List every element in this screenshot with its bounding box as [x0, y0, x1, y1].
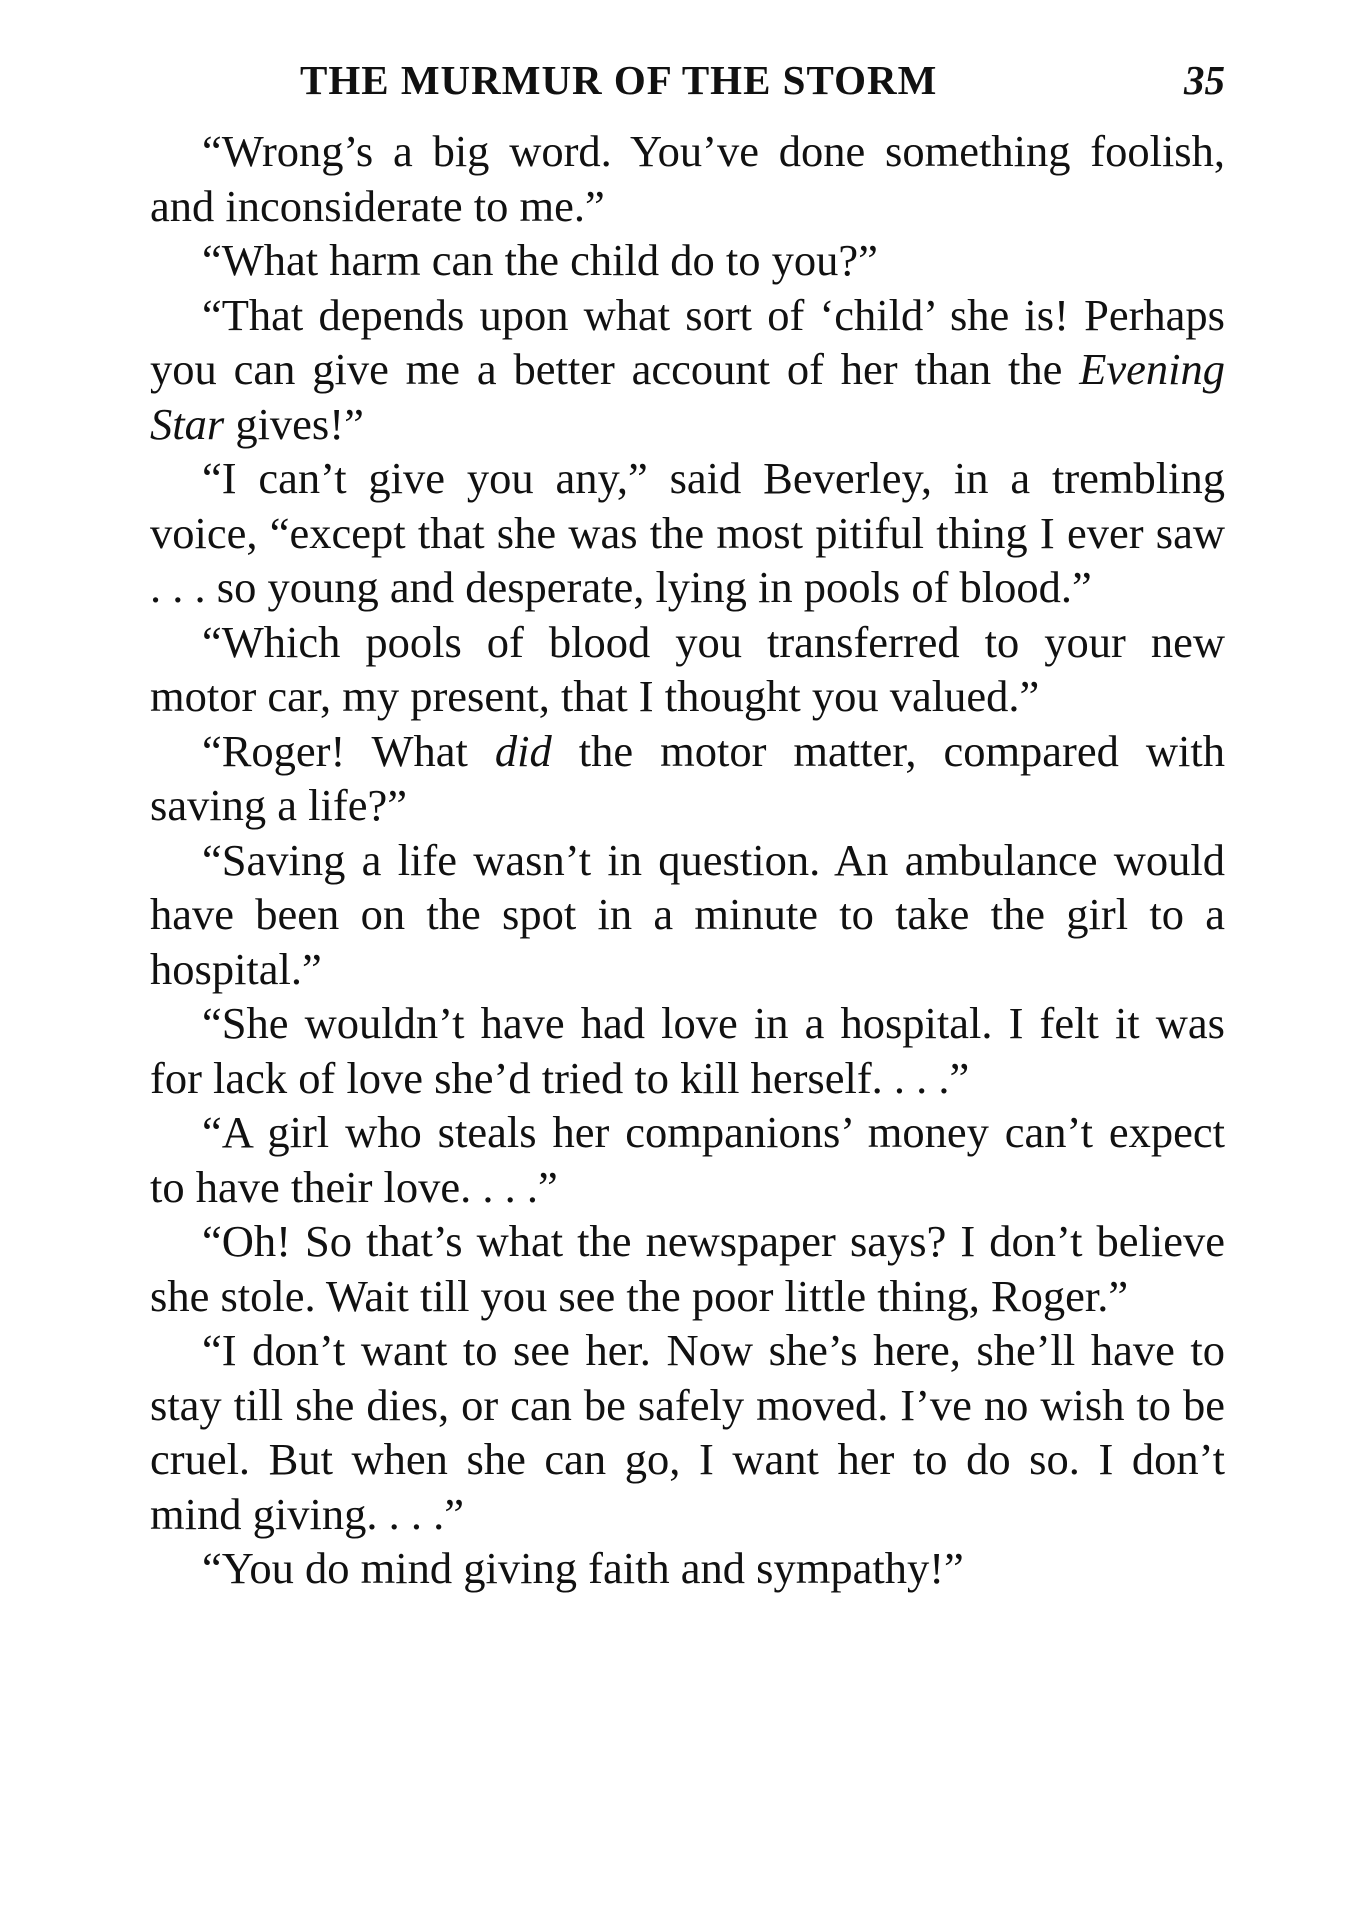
page-header — [150, 50, 1225, 120]
paragraph: “A girl who steals her companions’ money can’t expect to have their love. . . .” — [150, 1107, 1225, 1212]
body-text — [150, 124, 1225, 1596]
paragraph — [150, 724, 1225, 833]
paragraph-text-tail: the motor matter, compared with saving a life?” — [150, 725, 1225, 830]
page-number: 35 — [1184, 57, 1225, 103]
paragraph-text: “Roger! What — [202, 725, 468, 776]
paragraph: “Which pools of blood you transferred to your new motor car, my present, that I thought you valued.” — [150, 616, 1225, 721]
paragraph: “Oh! So that’s what the newspaper says? I don’t believe she stole. Wait till you see the poor little thing, Roger.” — [150, 1216, 1225, 1321]
paragraph: “You do mind giving faith and sympathy!” — [202, 1543, 964, 1593]
paragraph: “She wouldn’t have had love in a hospital. I felt it was for lack of love she’d tried to kill herself. . . .” — [150, 998, 1225, 1103]
italic-title: Evening Star — [150, 344, 1225, 449]
paragraph-text-tail: gives!” — [224, 398, 364, 449]
paragraph — [150, 288, 1225, 452]
paragraph: “Wrong’s a big word. You’ve done something foolish, and inconsiderate to me.” — [150, 126, 1225, 231]
running-title: THE MURMUR OF THE STORM — [300, 57, 938, 103]
paragraph: “Saving a life wasn’t in question. An ambulance would have been on the spot in a minute to take the girl to a hospital.” — [150, 834, 1225, 994]
italic-emphasis: did — [467, 725, 552, 776]
paragraph: “What harm can the child do to you?” — [202, 235, 878, 285]
paragraph: “I can’t give you any,” said Beverley, in a trembling voice, “except that she was the most pitiful thing I ever saw . . . so young and desperate, lying in pools of blood.” — [150, 453, 1225, 612]
paragraph-text: “That depends upon what sort of ‘child’ she is! Perhaps you can give me a better account of her than the — [150, 289, 1225, 394]
paragraph: “I don’t want to see her. Now she’s here, she’ll have to stay till she dies, or can be safely moved. I’ve no wish to be cruel. But when she can go, I want her to do so. I don’t mind giving. . . .” — [150, 1325, 1225, 1539]
book-page — [150, 50, 1225, 1596]
